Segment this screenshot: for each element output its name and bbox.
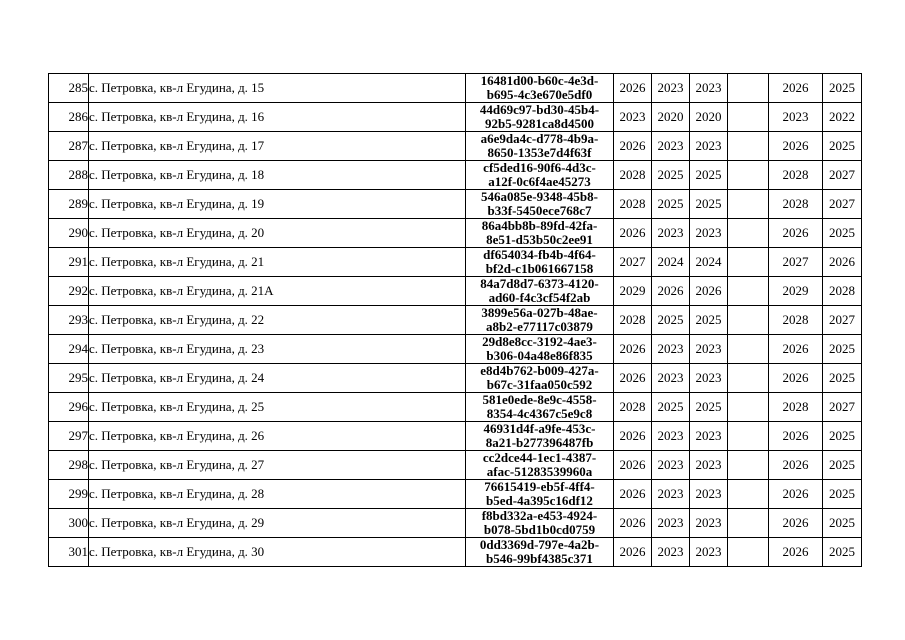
fias-code-line-2: 8354-4c4367c5e9c8 — [486, 406, 593, 421]
address-cell: с. Петровка, кв-л Егудина, д. 22 — [89, 306, 466, 335]
fias-code-line-1: 44d69c97-bd30-45b4- — [479, 102, 600, 117]
address-cell: с. Петровка, кв-л Егудина, д. 18 — [89, 161, 466, 190]
fias-code-line-1: 46931d4f-a9fe-453c- — [483, 421, 596, 436]
year-cell-6: 2026 — [823, 248, 862, 277]
year-cell-4 — [728, 190, 769, 219]
fias-code-line-1: f8bd332a-e453-4924- — [481, 508, 598, 523]
fias-code-line-1: cc2dce44-1ec1-4387- — [482, 450, 597, 465]
address-cell: с. Петровка, кв-л Егудина, д. 24 — [89, 364, 466, 393]
fias-code-line-1: 0dd3369d-797e-4a2b- — [479, 537, 600, 552]
fias-code-line-1: df654034-fb4b-4f64- — [483, 247, 596, 262]
year-cell-5: 2023 — [769, 103, 823, 132]
row-number: 291 — [49, 248, 89, 277]
fias-code-line-1: 86a4bb8b-89fd-42fa- — [481, 218, 598, 233]
table-row — [49, 103, 862, 132]
year-cell-2: 2025 — [652, 190, 690, 219]
row-number: 300 — [49, 509, 89, 538]
table-row — [49, 161, 862, 190]
fias-code-line-1: 546a085e-9348-45b8- — [481, 189, 598, 204]
year-cell-4 — [728, 74, 769, 103]
fias-code-cell — [466, 451, 614, 480]
table-row — [49, 306, 862, 335]
year-cell-4 — [728, 248, 769, 277]
year-cell-6: 2025 — [823, 74, 862, 103]
year-cell-1: 2026 — [614, 509, 652, 538]
row-number: 301 — [49, 538, 89, 567]
table-row — [49, 422, 862, 451]
year-cell-5: 2028 — [769, 161, 823, 190]
fias-code-cell — [466, 277, 614, 306]
address-cell: с. Петровка, кв-л Егудина, д. 19 — [89, 190, 466, 219]
year-cell-4 — [728, 480, 769, 509]
year-cell-5: 2026 — [769, 364, 823, 393]
fias-code-line-1: a6e9da4c-d778-4b9a- — [480, 131, 599, 146]
year-cell-3: 2023 — [690, 480, 728, 509]
fias-code-line-2: b5ed-4a395c16df12 — [486, 493, 593, 508]
year-cell-2: 2023 — [652, 480, 690, 509]
row-number: 292 — [49, 277, 89, 306]
year-cell-3: 2025 — [690, 393, 728, 422]
fias-code-cell — [466, 422, 614, 451]
year-cell-6: 2027 — [823, 306, 862, 335]
table-row — [49, 393, 862, 422]
table-row — [49, 248, 862, 277]
table-row — [49, 219, 862, 248]
year-cell-5: 2028 — [769, 190, 823, 219]
address-cell: с. Петровка, кв-л Егудина, д. 17 — [89, 132, 466, 161]
table-row — [49, 132, 862, 161]
fias-code-line-2: b546-99bf4385c371 — [486, 551, 593, 566]
address-cell: с. Петровка, кв-л Егудина, д. 20 — [89, 219, 466, 248]
row-number: 287 — [49, 132, 89, 161]
address-cell: с. Петровка, кв-л Егудина, д. 21 — [89, 248, 466, 277]
table-row — [49, 190, 862, 219]
year-cell-5: 2026 — [769, 132, 823, 161]
year-cell-5: 2027 — [769, 248, 823, 277]
row-number: 290 — [49, 219, 89, 248]
year-cell-3: 2023 — [690, 364, 728, 393]
year-cell-3: 2026 — [690, 277, 728, 306]
year-cell-5: 2026 — [769, 335, 823, 364]
fias-code-cell — [466, 161, 614, 190]
table-row — [49, 480, 862, 509]
year-cell-1: 2027 — [614, 248, 652, 277]
year-cell-1: 2029 — [614, 277, 652, 306]
address-cell: с. Петровка, кв-л Егудина, д. 26 — [89, 422, 466, 451]
year-cell-3: 2023 — [690, 538, 728, 567]
address-cell: с. Петровка, кв-л Егудина, д. 29 — [89, 509, 466, 538]
year-cell-4 — [728, 451, 769, 480]
year-cell-4 — [728, 306, 769, 335]
row-number: 296 — [49, 393, 89, 422]
table-row — [49, 538, 862, 567]
fias-code-line-2: b078-5bd1b0cd0759 — [483, 522, 596, 537]
fias-code-line-2: b67c-31faa050c592 — [486, 377, 593, 392]
year-cell-2: 2023 — [652, 335, 690, 364]
year-cell-5: 2026 — [769, 422, 823, 451]
fias-code-line-1: cf5ded16-90f6-4d3c- — [483, 160, 596, 175]
year-cell-1: 2026 — [614, 422, 652, 451]
table-row — [49, 335, 862, 364]
fias-code-cell — [466, 509, 614, 538]
fias-code-cell — [466, 219, 614, 248]
address-cell: с. Петровка, кв-л Егудина, д. 16 — [89, 103, 466, 132]
fias-code-cell — [466, 248, 614, 277]
year-cell-5: 2026 — [769, 74, 823, 103]
year-cell-2: 2023 — [652, 451, 690, 480]
year-cell-2: 2023 — [652, 364, 690, 393]
table-row — [49, 451, 862, 480]
year-cell-3: 2020 — [690, 103, 728, 132]
year-cell-5: 2026 — [769, 509, 823, 538]
year-cell-1: 2026 — [614, 74, 652, 103]
register-body — [49, 74, 862, 567]
fias-code-cell — [466, 393, 614, 422]
year-cell-1: 2028 — [614, 393, 652, 422]
address-cell: с. Петровка, кв-л Егудина, д. 25 — [89, 393, 466, 422]
year-cell-2: 2024 — [652, 248, 690, 277]
year-cell-2: 2023 — [652, 74, 690, 103]
year-cell-5: 2026 — [769, 451, 823, 480]
year-cell-4 — [728, 277, 769, 306]
address-cell: с. Петровка, кв-л Егудина, д. 15 — [89, 74, 466, 103]
row-number: 297 — [49, 422, 89, 451]
year-cell-6: 2025 — [823, 538, 862, 567]
year-cell-3: 2023 — [690, 335, 728, 364]
row-number: 298 — [49, 451, 89, 480]
fias-code-line-1: 3899e56a-027b-48ae- — [481, 305, 598, 320]
year-cell-6: 2025 — [823, 364, 862, 393]
year-cell-2: 2023 — [652, 422, 690, 451]
fias-code-line-2: a12f-0c6f4ae45273 — [488, 174, 591, 189]
fias-code-line-1: 76615419-eb5f-4ff4- — [484, 479, 595, 494]
year-cell-5: 2028 — [769, 306, 823, 335]
table-row — [49, 277, 862, 306]
fias-code-line-2: 8e51-d53b50c2ee91 — [486, 232, 593, 247]
fias-code-cell — [466, 335, 614, 364]
fias-code-line-2: 8650-1353e7d4f63f — [487, 145, 592, 160]
year-cell-4 — [728, 103, 769, 132]
fias-code-line-2: 92b5-9281ca8d4500 — [484, 116, 595, 131]
housing-register-table — [48, 73, 862, 567]
row-number: 295 — [49, 364, 89, 393]
address-cell: с. Петровка, кв-л Егудина, д. 28 — [89, 480, 466, 509]
year-cell-2: 2023 — [652, 219, 690, 248]
year-cell-4 — [728, 422, 769, 451]
year-cell-3: 2023 — [690, 509, 728, 538]
row-number: 293 — [49, 306, 89, 335]
year-cell-4 — [728, 364, 769, 393]
year-cell-4 — [728, 335, 769, 364]
year-cell-2: 2023 — [652, 509, 690, 538]
year-cell-4 — [728, 161, 769, 190]
fias-code-line-2: bf2d-c1b061667158 — [485, 261, 594, 276]
year-cell-2: 2020 — [652, 103, 690, 132]
year-cell-3: 2023 — [690, 219, 728, 248]
year-cell-5: 2029 — [769, 277, 823, 306]
fias-code-cell — [466, 74, 614, 103]
year-cell-1: 2028 — [614, 161, 652, 190]
year-cell-2: 2023 — [652, 132, 690, 161]
address-cell: с. Петровка, кв-л Егудина, д. 21А — [89, 277, 466, 306]
year-cell-3: 2024 — [690, 248, 728, 277]
row-number: 294 — [49, 335, 89, 364]
year-cell-1: 2026 — [614, 132, 652, 161]
year-cell-2: 2025 — [652, 306, 690, 335]
year-cell-5: 2028 — [769, 393, 823, 422]
year-cell-1: 2026 — [614, 364, 652, 393]
year-cell-1: 2028 — [614, 306, 652, 335]
fias-code-line-1: 581e0ede-8e9c-4558- — [482, 392, 597, 407]
row-number: 289 — [49, 190, 89, 219]
year-cell-2: 2026 — [652, 277, 690, 306]
year-cell-6: 2025 — [823, 219, 862, 248]
year-cell-3: 2023 — [690, 422, 728, 451]
table-row — [49, 74, 862, 103]
year-cell-6: 2025 — [823, 480, 862, 509]
fias-code-line-2: ad60-f4c3cf54f2ab — [488, 290, 591, 305]
fias-code-cell — [466, 103, 614, 132]
fias-code-line-1: 84a7d8d7-6373-4120- — [480, 276, 599, 291]
year-cell-4 — [728, 219, 769, 248]
row-number: 285 — [49, 74, 89, 103]
fias-code-cell — [466, 132, 614, 161]
year-cell-1: 2026 — [614, 538, 652, 567]
fias-code-line-2: a8b2-e77117c03879 — [486, 319, 593, 334]
year-cell-6: 2027 — [823, 393, 862, 422]
fias-code-line-2: b33f-5450ece768c7 — [487, 203, 592, 218]
year-cell-1: 2026 — [614, 219, 652, 248]
year-cell-3: 2025 — [690, 306, 728, 335]
year-cell-5: 2026 — [769, 480, 823, 509]
address-cell: с. Петровка, кв-л Егудина, д. 30 — [89, 538, 466, 567]
row-number: 286 — [49, 103, 89, 132]
year-cell-6: 2025 — [823, 132, 862, 161]
fias-code-line-1: e8d4b762-b009-427a- — [480, 363, 599, 378]
address-cell: с. Петровка, кв-л Егудина, д. 23 — [89, 335, 466, 364]
fias-code-line-1: 16481d00-b60c-4e3d- — [480, 73, 599, 88]
year-cell-1: 2028 — [614, 190, 652, 219]
fias-code-cell — [466, 480, 614, 509]
year-cell-1: 2026 — [614, 480, 652, 509]
year-cell-3: 2023 — [690, 132, 728, 161]
year-cell-3: 2023 — [690, 451, 728, 480]
year-cell-6: 2027 — [823, 161, 862, 190]
year-cell-3: 2025 — [690, 161, 728, 190]
year-cell-6: 2025 — [823, 509, 862, 538]
fias-code-line-2: 8a21-b277396487fb — [485, 435, 594, 450]
year-cell-4 — [728, 393, 769, 422]
table-row — [49, 364, 862, 393]
year-cell-5: 2026 — [769, 538, 823, 567]
year-cell-1: 2026 — [614, 335, 652, 364]
year-cell-6: 2025 — [823, 335, 862, 364]
fias-code-line-2: afac-51283539960a — [486, 464, 593, 479]
year-cell-4 — [728, 538, 769, 567]
year-cell-4 — [728, 509, 769, 538]
year-cell-4 — [728, 132, 769, 161]
year-cell-6: 2027 — [823, 190, 862, 219]
row-number: 299 — [49, 480, 89, 509]
year-cell-6: 2028 — [823, 277, 862, 306]
address-cell: с. Петровка, кв-л Егудина, д. 27 — [89, 451, 466, 480]
year-cell-3: 2025 — [690, 190, 728, 219]
fias-code-cell — [466, 306, 614, 335]
fias-code-cell — [466, 190, 614, 219]
year-cell-6: 2025 — [823, 451, 862, 480]
year-cell-1: 2026 — [614, 451, 652, 480]
fias-code-line-1: 29d8e8cc-3192-4ae3- — [482, 334, 597, 349]
year-cell-2: 2025 — [652, 161, 690, 190]
fias-code-cell — [466, 538, 614, 567]
year-cell-2: 2023 — [652, 538, 690, 567]
year-cell-6: 2022 — [823, 103, 862, 132]
year-cell-1: 2023 — [614, 103, 652, 132]
year-cell-6: 2025 — [823, 422, 862, 451]
table-row — [49, 509, 862, 538]
year-cell-5: 2026 — [769, 219, 823, 248]
fias-code-line-2: b695-4c3e670e5df0 — [486, 87, 593, 102]
year-cell-3: 2023 — [690, 74, 728, 103]
year-cell-2: 2025 — [652, 393, 690, 422]
fias-code-cell — [466, 364, 614, 393]
row-number: 288 — [49, 161, 89, 190]
fias-code-line-2: b306-04a48e86f835 — [486, 348, 593, 363]
